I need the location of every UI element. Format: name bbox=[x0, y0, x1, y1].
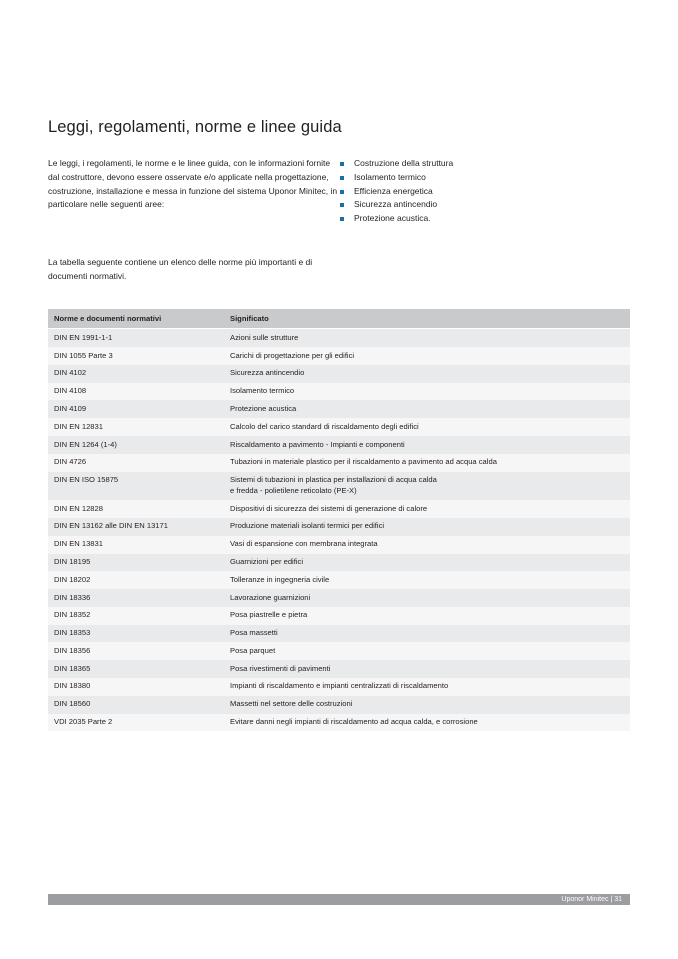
cell-meaning: Lavorazione guarnizioni bbox=[224, 589, 630, 607]
table-row bbox=[48, 383, 630, 401]
cell-meaning: Calcolo del carico standard di riscaldamento degli edifici bbox=[224, 418, 630, 436]
cell-meaning: Azioni sulle strutture bbox=[224, 329, 630, 347]
cell-meaning: Guarnizioni per edifici bbox=[224, 554, 630, 572]
table-body bbox=[48, 329, 630, 731]
list-item: Sicurezza antincendio bbox=[340, 198, 620, 212]
cell-meaning: Posa rivestimenti di pavimenti bbox=[224, 660, 630, 678]
cell-meaning: Riscaldamento a pavimento - Impianti e componenti bbox=[224, 436, 630, 454]
cell-norm: DIN 18353 bbox=[48, 625, 224, 643]
table-row bbox=[48, 589, 630, 607]
table-row bbox=[48, 436, 630, 454]
cell-norm: DIN 4109 bbox=[48, 400, 224, 418]
footer-bar bbox=[48, 894, 630, 905]
cell-norm: DIN 18365 bbox=[48, 660, 224, 678]
cell-meaning: Tubazioni in materiale plastico per il riscaldamento a pavimento ad acqua calda bbox=[224, 454, 630, 472]
list-item: Protezione acustica. bbox=[340, 212, 620, 226]
cell-norm: DIN EN 1991-1-1 bbox=[48, 329, 224, 347]
table-row bbox=[48, 418, 630, 436]
cell-meaning: Protezione acustica bbox=[224, 400, 630, 418]
table-row bbox=[48, 365, 630, 383]
column-header-meaning: Significato bbox=[224, 309, 630, 329]
list-item: Costruzione della struttura bbox=[340, 157, 620, 171]
standards-table bbox=[48, 309, 630, 731]
cell-meaning: Sistemi di tubazioni in plastica per installazioni di acqua calda e fredda - polietilene reticolato (PE-X) bbox=[224, 472, 630, 501]
cell-norm: DIN 4108 bbox=[48, 383, 224, 401]
areas-bullet-list bbox=[340, 157, 620, 226]
cell-meaning-line2: e fredda - polietilene reticolato (PE-X) bbox=[230, 485, 357, 495]
list-item: Efficienza energetica bbox=[340, 185, 620, 199]
table-intro-block bbox=[48, 256, 348, 284]
table-row bbox=[48, 554, 630, 572]
cell-norm: VDI 2035 Parte 2 bbox=[48, 714, 224, 732]
intro-paragraph-block bbox=[48, 157, 340, 212]
table-header-row bbox=[48, 309, 630, 329]
list-item: Isolamento termico bbox=[340, 171, 620, 185]
table-row bbox=[48, 678, 630, 696]
cell-meaning: Isolamento termico bbox=[224, 383, 630, 401]
table-row bbox=[48, 454, 630, 472]
cell-norm: DIN 1055 Parte 3 bbox=[48, 347, 224, 365]
table-intro-paragraph: La tabella seguente contiene un elenco delle norme più importanti e di documenti normativi. bbox=[48, 256, 313, 281]
cell-norm: DIN EN 13162 alle DIN EN 13171 bbox=[48, 518, 224, 536]
cell-meaning: Posa massetti bbox=[224, 625, 630, 643]
cell-norm: DIN 4726 bbox=[48, 454, 224, 472]
table-row bbox=[48, 536, 630, 554]
table-row bbox=[48, 714, 630, 732]
table-row bbox=[48, 625, 630, 643]
cell-meaning: Vasi di espansione con membrana integrata bbox=[224, 536, 630, 554]
cell-norm: DIN 4102 bbox=[48, 365, 224, 383]
column-header-norm: Norme e documenti normativi bbox=[48, 309, 224, 329]
table-row bbox=[48, 642, 630, 660]
table-row bbox=[48, 518, 630, 536]
cell-meaning: Produzione materiali isolanti termici per edifici bbox=[224, 518, 630, 536]
cell-meaning: Sicurezza antincendio bbox=[224, 365, 630, 383]
cell-norm: DIN 18352 bbox=[48, 607, 224, 625]
cell-meaning: Tolleranze in ingegneria civile bbox=[224, 571, 630, 589]
table-row bbox=[48, 571, 630, 589]
table-row bbox=[48, 329, 630, 347]
table-row bbox=[48, 660, 630, 678]
cell-norm: DIN 18195 bbox=[48, 554, 224, 572]
cell-norm: DIN EN 12828 bbox=[48, 500, 224, 518]
page-content bbox=[48, 118, 630, 731]
cell-meaning: Posa piastrelle e pietra bbox=[224, 607, 630, 625]
cell-norm: DIN EN 1264 (1-4) bbox=[48, 436, 224, 454]
cell-meaning: Evitare danni negli impianti di riscaldamento ad acqua calda, e corrosione bbox=[224, 714, 630, 732]
cell-norm: DIN 18202 bbox=[48, 571, 224, 589]
cell-meaning: Posa parquet bbox=[224, 642, 630, 660]
cell-norm: DIN EN 12831 bbox=[48, 418, 224, 436]
cell-norm: DIN 18356 bbox=[48, 642, 224, 660]
cell-norm: DIN 18336 bbox=[48, 589, 224, 607]
cell-norm: DIN 18380 bbox=[48, 678, 224, 696]
table-row bbox=[48, 607, 630, 625]
intro-paragraph: Le leggi, i regolamenti, le norme e le linee guida, con le informazioni fornite dal costruttore, devono essere osservate e/o applicate nella progettazione, costruzione, installazione e messa in funzione del sistema Uponor Minitec, in particolare nelle seguenti aree: bbox=[48, 158, 338, 210]
cell-meaning: Impianti di riscaldamento e impianti centralizzati di riscaldamento bbox=[224, 678, 630, 696]
cell-meaning: Dispositivi di sicurezza dei sistemi di generazione di calore bbox=[224, 500, 630, 518]
intro-section bbox=[48, 157, 630, 226]
cell-norm: DIN 18560 bbox=[48, 696, 224, 714]
table-row bbox=[48, 696, 630, 714]
cell-meaning: Massetti nel settore delle costruzioni bbox=[224, 696, 630, 714]
table-row bbox=[48, 347, 630, 365]
table-row bbox=[48, 472, 630, 501]
footer-text: Uponor Minitec | 31 bbox=[561, 896, 622, 903]
table-row bbox=[48, 400, 630, 418]
page-title: Leggi, regolamenti, norme e linee guida bbox=[48, 118, 342, 136]
bullet-list-block bbox=[340, 157, 620, 226]
cell-meaning: Carichi di progettazione per gli edifici bbox=[224, 347, 630, 365]
cell-norm: DIN EN ISO 15875 bbox=[48, 472, 224, 501]
table-row bbox=[48, 500, 630, 518]
cell-norm: DIN EN 13831 bbox=[48, 536, 224, 554]
